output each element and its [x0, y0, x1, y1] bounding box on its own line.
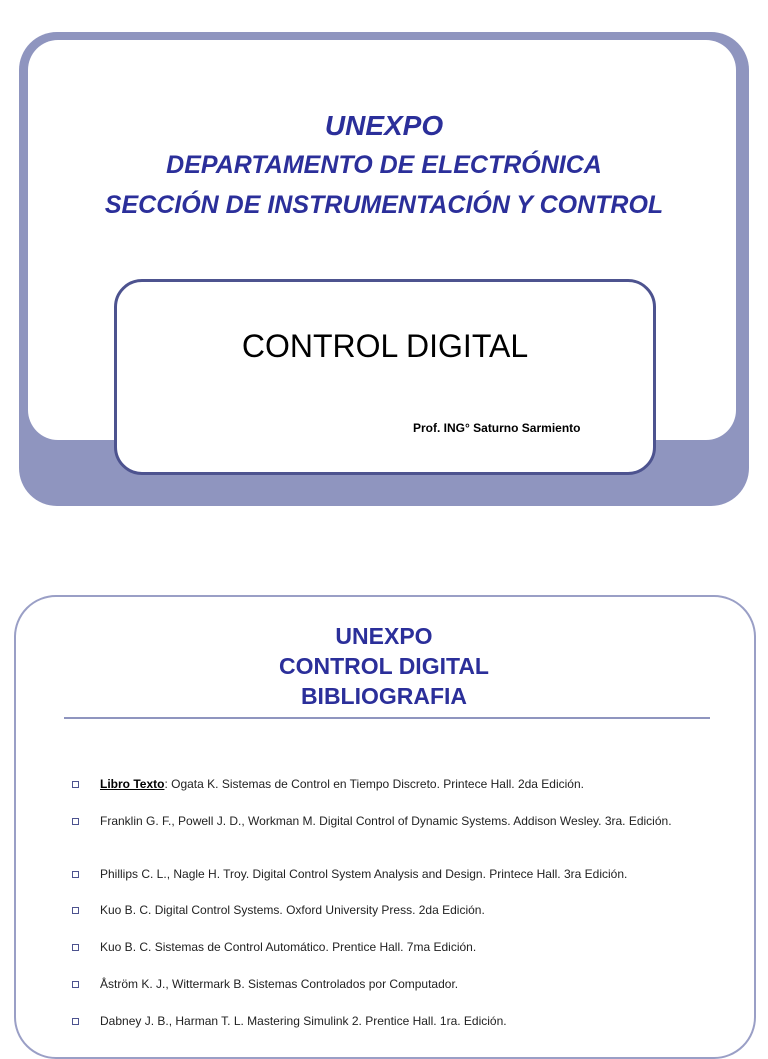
course-title-card: [114, 279, 656, 475]
bibliography-label: Libro Texto: [100, 777, 165, 791]
square-bullet-icon: [72, 818, 79, 825]
bibliography-text: Dabney J. B., Harman T. L. Mastering Simulink 2. Prentice Hall. 1ra. Edición.: [100, 1014, 507, 1028]
slide2-org-title: UNEXPO: [335, 623, 433, 649]
slide2-subtitle: BIBLIOGRAFIA: [300, 683, 468, 709]
bibliography-text: Kuo B. C. Digital Control Systems. Oxford University Press. 2da Edición.: [100, 903, 485, 917]
square-bullet-icon: [72, 944, 79, 951]
bibliography-text: Franklin G. F., Powell J. D., Workman M. Digital Control of Dynamic Systems. Addison Wesley. 3ra. Edición.: [100, 814, 672, 828]
professor-name: Prof. ING° Saturno Sarmiento: [413, 421, 581, 435]
course-title: CONTROL DIGITAL: [241, 328, 529, 364]
bibliography-text: Åström K. J., Wittermark B. Sistemas Controlados por Computador.: [100, 977, 459, 991]
slide2-course-title: CONTROL DIGITAL: [279, 653, 489, 679]
bibliography-text: Phillips C. L., Nagle H. Troy. Digital Control System Analysis and Design. Printece Hall. 3ra Edición.: [100, 867, 628, 881]
square-bullet-icon: [72, 907, 79, 914]
bibliography-text: : Ogata K. Sistemas de Control en Tiempo Discreto. Printece Hall. 2da Edición.: [164, 777, 584, 791]
square-bullet-icon: [72, 981, 79, 988]
slide1-org-title: UNEXPO: [324, 110, 444, 141]
square-bullet-icon: [72, 871, 79, 878]
title-divider: [64, 717, 710, 719]
slide1-section: SECCIÓN DE INSTRUMENTACIÓN Y CONTROL: [104, 191, 664, 219]
square-bullet-icon: [72, 781, 79, 788]
bibliography-text: Kuo B. C. Sistemas de Control Automático. Prentice Hall. 7ma Edición.: [100, 940, 477, 954]
slide1-department: DEPARTAMENTO DE ELECTRÓNICA: [166, 151, 602, 179]
